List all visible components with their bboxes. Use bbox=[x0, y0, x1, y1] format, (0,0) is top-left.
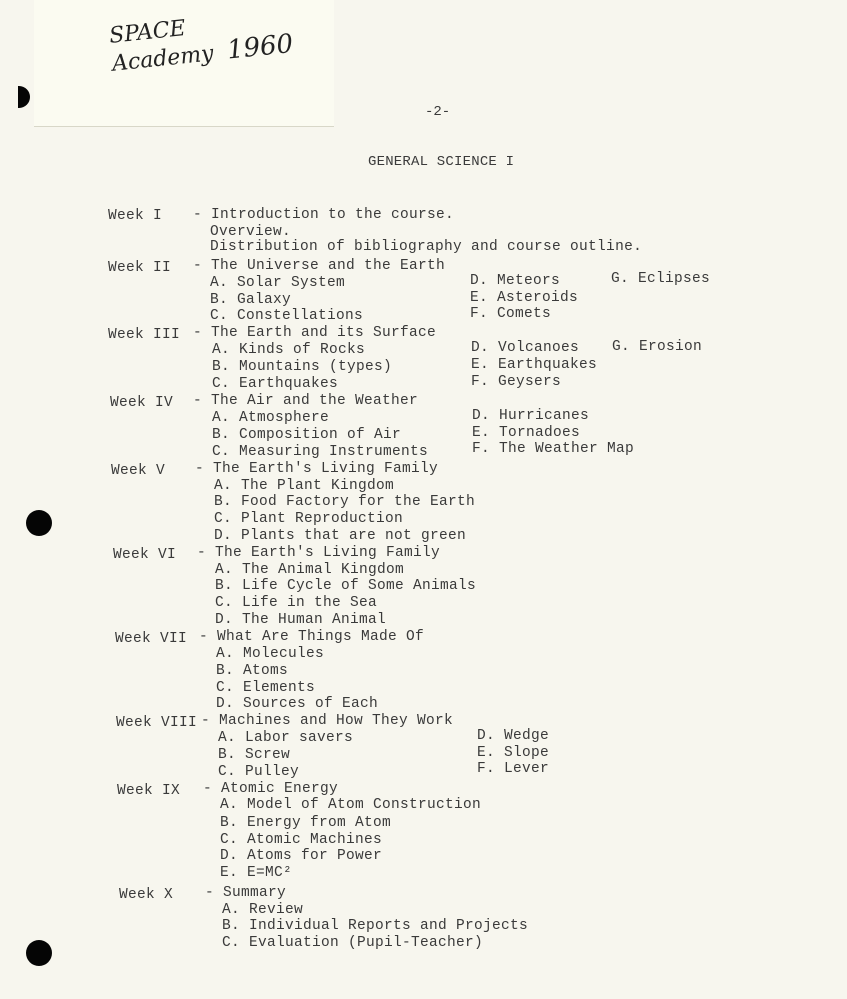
week-topic: - Machines and How They Work bbox=[201, 713, 454, 729]
week-topic: - What Are Things Made Of bbox=[199, 629, 425, 645]
note-line1: SPACE bbox=[108, 15, 187, 49]
week-subitem: D. Meteors bbox=[470, 273, 561, 289]
page-number: -2- bbox=[425, 104, 451, 120]
note-year: 1960 bbox=[225, 28, 295, 66]
week-subitem: A. The Plant Kingdom bbox=[214, 478, 395, 494]
week-subitem: C. Pulley bbox=[218, 764, 300, 780]
week-label: Week VII bbox=[115, 631, 188, 647]
week-subitem: A. Atmosphere bbox=[212, 410, 330, 426]
punch-hole-edge-icon bbox=[18, 86, 30, 108]
week-label: Week I bbox=[108, 208, 163, 224]
week-topic: - Introduction to the course. bbox=[193, 207, 455, 223]
page-title: GENERAL SCIENCE I bbox=[368, 154, 515, 170]
week-subitem: A. Labor savers bbox=[218, 730, 354, 746]
week-subitem: D. Sources of Each bbox=[216, 696, 379, 712]
week-subitem: D. Atoms for Power bbox=[220, 848, 383, 864]
week-topic: - The Air and the Weather bbox=[193, 393, 419, 409]
week-subitem: B. Composition of Air bbox=[212, 427, 402, 443]
week-subitem: C. Constellations bbox=[210, 308, 364, 324]
week-topic: - The Earth's Living Family bbox=[197, 545, 441, 561]
week-subitem: A. Kinds of Rocks bbox=[212, 342, 366, 358]
punch-hole-icon bbox=[26, 510, 52, 536]
week-subitem: B. Food Factory for the Earth bbox=[214, 494, 476, 510]
week-subitem: D. The Human Animal bbox=[215, 612, 387, 628]
week-subitem: E. Slope bbox=[477, 745, 550, 761]
week-topic: - The Earth's Living Family bbox=[195, 461, 439, 477]
week-subitem: E. E=MC² bbox=[220, 865, 293, 881]
week-subitem: C. Earthquakes bbox=[212, 376, 339, 392]
week-subitem: F. Lever bbox=[477, 761, 550, 777]
week-subitem: A. Review bbox=[222, 902, 304, 918]
week-label: Week IX bbox=[117, 783, 181, 799]
week-subitem: F. The Weather Map bbox=[472, 441, 635, 457]
week-topic: - The Universe and the Earth bbox=[193, 258, 446, 274]
week-subitem: C. Atomic Machines bbox=[220, 832, 383, 848]
week-subitem: C. Measuring Instruments bbox=[212, 444, 429, 460]
week-subitem: B. Mountains (types) bbox=[212, 359, 393, 375]
week-subitem: E. Earthquakes bbox=[471, 357, 598, 373]
week-subitem: B. Screw bbox=[218, 747, 291, 763]
week-subitem: C. Plant Reproduction bbox=[214, 511, 404, 527]
week-subitem: C. Life in the Sea bbox=[215, 595, 378, 611]
week-subitem: A. The Animal Kingdom bbox=[215, 562, 405, 578]
week-label: Week IV bbox=[110, 395, 174, 411]
week-subitem: D. Plants that are not green bbox=[214, 528, 467, 544]
week-topic: - Summary bbox=[205, 885, 287, 901]
punch-hole-icon bbox=[26, 940, 52, 966]
week-subitem: B. Galaxy bbox=[210, 292, 292, 308]
week-label: Week VI bbox=[113, 547, 177, 563]
week-subitem: Distribution of bibliography and course outline. bbox=[210, 239, 643, 255]
week-subitem: B. Energy from Atom bbox=[220, 815, 392, 831]
week-subitem: A. Model of Atom Construction bbox=[220, 797, 482, 813]
week-label: Week X bbox=[119, 887, 174, 903]
week-subitem: B. Individual Reports and Projects bbox=[222, 918, 529, 934]
week-subitem: F. Comets bbox=[470, 306, 552, 322]
week-topic: - The Earth and its Surface bbox=[193, 325, 437, 341]
week-label: Week V bbox=[111, 463, 166, 479]
week-subitem: E. Asteroids bbox=[470, 290, 579, 306]
week-subitem: G. Eclipses bbox=[611, 271, 711, 287]
week-subitem: G. Erosion bbox=[612, 339, 703, 355]
week-subitem: D. Wedge bbox=[477, 728, 550, 744]
week-label: Week II bbox=[108, 260, 172, 276]
week-subitem: D. Hurricanes bbox=[472, 408, 590, 424]
week-subitem: A. Solar System bbox=[210, 275, 346, 291]
week-subitem: E. Tornadoes bbox=[472, 425, 581, 441]
week-subitem: B. Life Cycle of Some Animals bbox=[215, 578, 477, 594]
week-subitem: D. Volcanoes bbox=[471, 340, 580, 356]
week-subitem: Overview. bbox=[210, 224, 292, 240]
week-label: Week III bbox=[108, 327, 181, 343]
week-subitem: A. Molecules bbox=[216, 646, 325, 662]
week-subitem: C. Evaluation (Pupil-Teacher) bbox=[222, 935, 484, 951]
week-subitem: B. Atoms bbox=[216, 663, 289, 679]
week-topic: - Atomic Energy bbox=[203, 781, 339, 797]
week-label: Week VIII bbox=[116, 715, 198, 731]
week-subitem: F. Geysers bbox=[471, 374, 562, 390]
note-line2: Academy 1960 bbox=[110, 28, 295, 77]
week-subitem: C. Elements bbox=[216, 680, 316, 696]
